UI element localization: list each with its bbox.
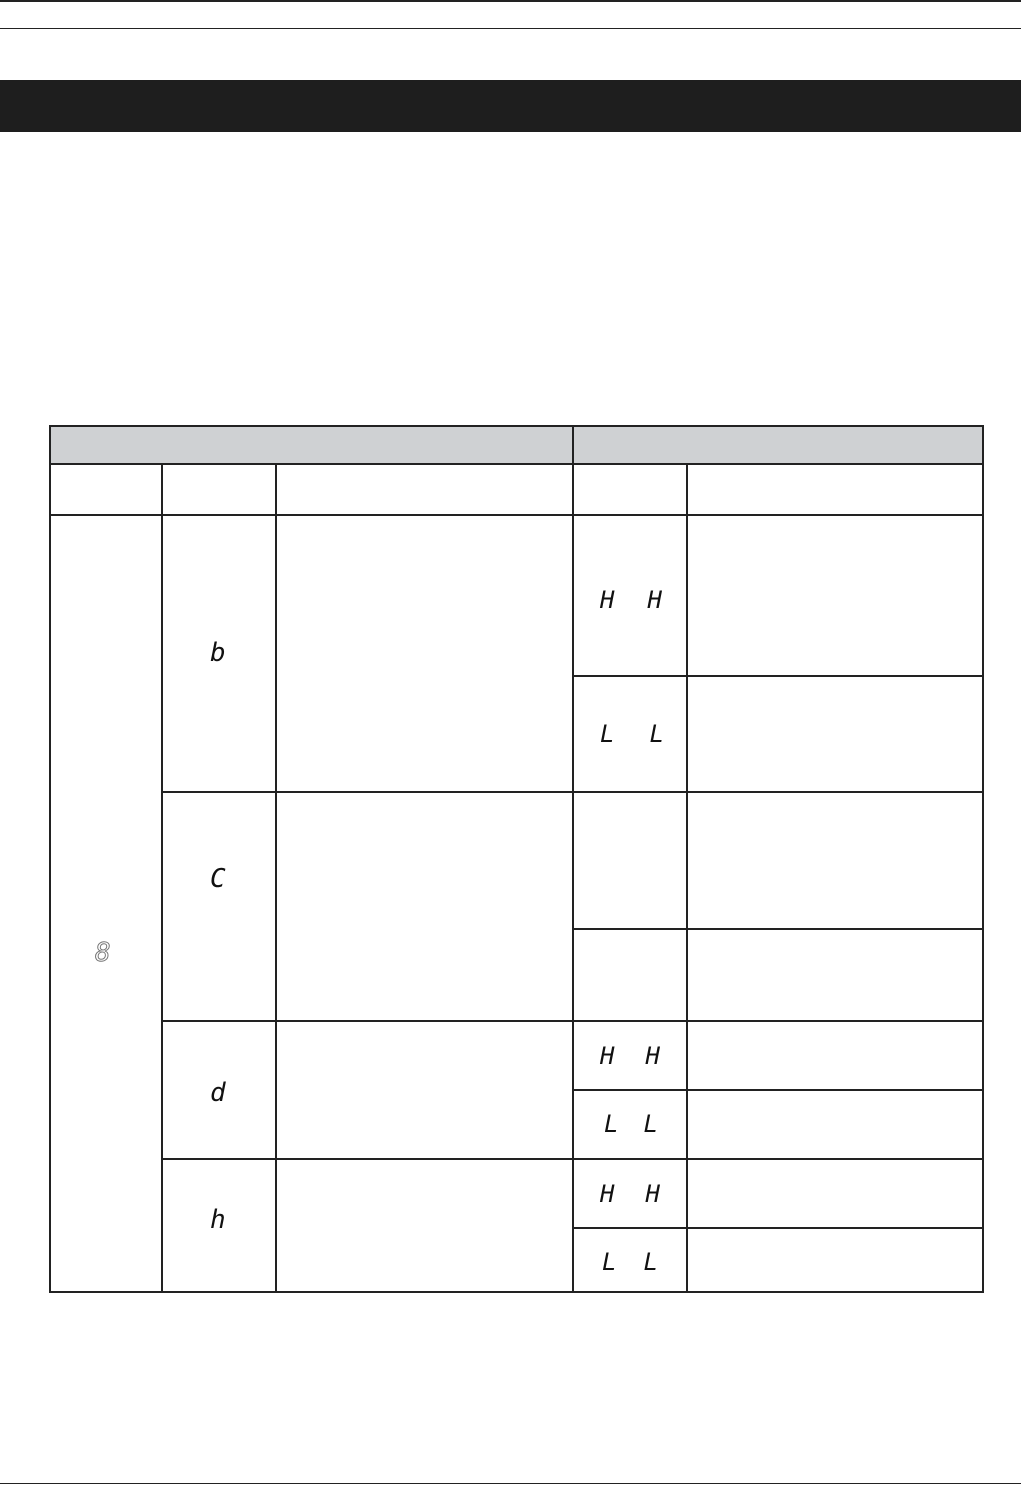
value-right: H <box>647 586 662 614</box>
header-divider <box>572 425 574 465</box>
value-right: L <box>649 720 664 748</box>
value-right: H <box>645 1180 660 1208</box>
footer-rule <box>0 1483 1021 1484</box>
value-pair-h-high <box>600 1182 660 1206</box>
col-line-4 <box>686 463 688 1293</box>
code-h: h <box>210 1205 226 1235</box>
subheader-bottom-line <box>49 514 984 516</box>
value-right: L <box>643 1110 658 1138</box>
table-border-bottom <box>49 1291 984 1293</box>
value-left: L <box>602 1248 617 1276</box>
value-pair-d-low <box>604 1112 658 1136</box>
group-line-d-h <box>161 1158 984 1160</box>
group-line-c-d <box>161 1020 984 1022</box>
outline-digit-icon: 8 <box>95 938 111 968</box>
value-pair-b-low <box>600 722 664 746</box>
value-left: H <box>600 1180 615 1208</box>
value-right: L <box>643 1248 658 1276</box>
subrow-line-h <box>572 1227 984 1229</box>
table-border-left <box>49 425 51 1293</box>
section-title-band <box>0 80 1021 132</box>
code-d: d <box>210 1078 226 1108</box>
col-line-1 <box>161 463 163 1293</box>
value-pair-b-high <box>600 588 662 612</box>
col-line-2 <box>275 463 277 1293</box>
header-rule <box>0 28 1021 29</box>
table-border-top <box>49 425 984 427</box>
col-line-3 <box>572 463 574 1293</box>
table-header-left <box>50 426 572 463</box>
value-pair-d-high <box>600 1044 660 1068</box>
subrow-line-d <box>572 1089 984 1091</box>
code-c: C <box>210 864 226 894</box>
table-border-right <box>982 425 984 1293</box>
code-b: b <box>210 638 226 668</box>
header-bottom-line <box>49 463 984 465</box>
subrow-line-b <box>572 675 984 677</box>
subrow-line-c <box>572 928 984 930</box>
group-line-b-c <box>161 791 984 793</box>
value-left: L <box>604 1110 619 1138</box>
table-header-right <box>574 426 982 463</box>
value-left: L <box>600 720 615 748</box>
value-left: H <box>600 1042 615 1070</box>
top-rule <box>0 0 1021 2</box>
value-right: H <box>645 1042 660 1070</box>
value-pair-h-low <box>602 1250 658 1274</box>
value-left: H <box>600 586 615 614</box>
